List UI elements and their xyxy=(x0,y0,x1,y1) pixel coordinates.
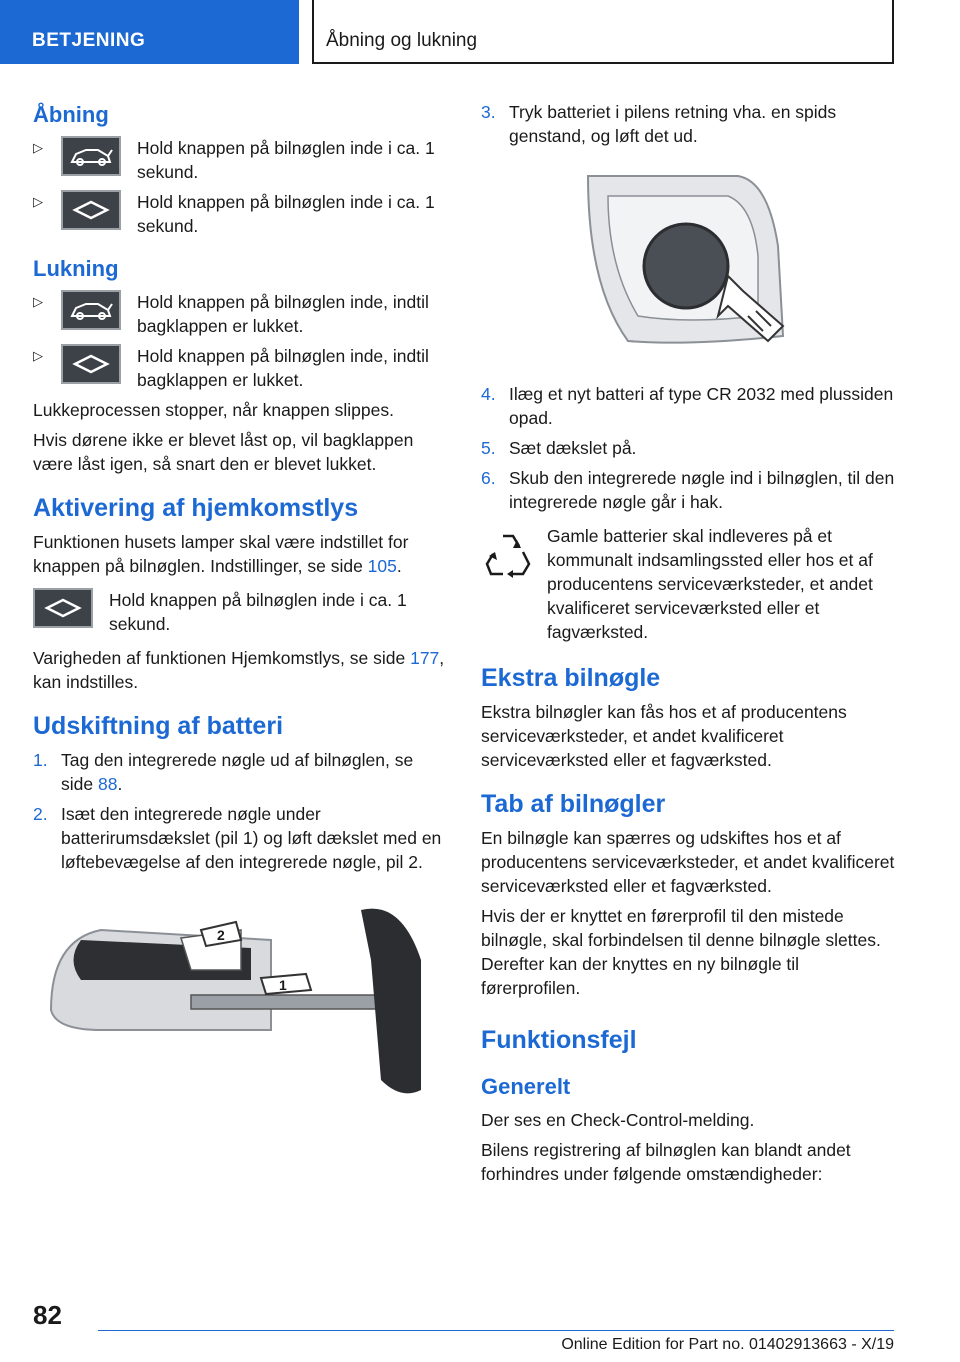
heading-lost-key: Tab af bilnøgler xyxy=(481,790,666,818)
page-link-177[interactable]: 177 xyxy=(410,648,440,668)
arrow-1-label: 1 xyxy=(278,977,287,993)
closing-item-2-text: Hold knappen på bilnøglen inde, indtil bagklappen er lukket. xyxy=(137,346,429,390)
bmw-diamond-icon xyxy=(33,588,93,628)
battery-step-3-text: Tryk batteriet i pilens retning vha. en spids genstand, og løft det ud. xyxy=(509,102,837,146)
battery-step-4 xyxy=(481,382,895,430)
arrow-2-label: 2 xyxy=(216,927,225,943)
triangle-bullet-icon: ▷ xyxy=(33,194,43,209)
triangle-bullet-icon: ▷ xyxy=(33,294,43,309)
battery-step-2-text: Isæt den integrerede nøgle under batterirumsdækslet (pil 1) og løft dækslet med en løftebevægelse af den integrerede nøgle, pil 2. xyxy=(61,804,442,872)
heading-opening: Åbning xyxy=(33,102,109,127)
lost-key-paragraph-2: Hvis der er knyttet en førerprofil til den mistede bilnøgle, skal forbindelsen til denne bilnøgle slettes. Derefter kan der knyttes en ny bilnøgle til førerprofilen. xyxy=(481,906,881,998)
footer-edition: Online Edition for Part no. 01402913663 - X/19 xyxy=(561,1336,894,1353)
closing-item-1 xyxy=(33,290,448,338)
car-tailgate-icon xyxy=(61,136,121,176)
bmw-diamond-icon xyxy=(61,190,121,230)
step-number: 5. xyxy=(481,438,496,458)
malfunction-paragraph-1: Der ses en Check-Control-melding. xyxy=(481,1110,755,1130)
step-number: 1. xyxy=(33,750,48,770)
page-link-88[interactable]: 88 xyxy=(97,774,118,794)
home-lights-paragraph-2: Varigheden af funktionen Hjemkomstlys, se side 177, kan indstilles. xyxy=(33,648,445,692)
recycling-note-text: Gamle batterier skal indleveres på et kommunalt indsamlingssted eller hos et af producentens serviceværksteder, et andet kvalificeret serviceværksted eller et fagværksted. xyxy=(547,526,873,642)
car-tailgate-icon xyxy=(61,290,121,330)
opening-item-2-text: Hold knappen på bilnøglen inde i ca. 1 sekund. xyxy=(137,192,435,236)
extra-key-paragraph: Ekstra bilnøgler kan fås hos et af producentens serviceværksteder, et andet kvalificeret serviceværksted eller et fagværksted. xyxy=(481,702,847,770)
battery-compartment-illustration xyxy=(568,166,808,356)
heading-extra-key: Ekstra bilnøgle xyxy=(481,664,661,692)
heading-home-lights: Aktivering af hjemkomstlys xyxy=(33,494,359,522)
page-link-105[interactable]: 105 xyxy=(367,556,397,576)
header-section-label: BETJENING xyxy=(32,30,146,51)
opening-item-2 xyxy=(33,190,448,238)
header-title-box xyxy=(312,0,894,64)
recycle-icon xyxy=(481,528,535,582)
battery-step-4-text: Ilæg et nyt batteri af type CR 2032 med plussiden opad. xyxy=(509,384,894,428)
battery-step-6-text: Skub den integrerede nøgle ind i bilnøglen, til den integrerede nøgle går i hak. xyxy=(509,468,895,512)
home-lights-item-text: Hold knappen på bilnøglen inde i ca. 1 sekund. xyxy=(109,590,407,634)
triangle-bullet-icon: ▷ xyxy=(33,140,43,155)
home-lights-item xyxy=(33,588,448,636)
closing-item-2 xyxy=(33,344,448,392)
heading-battery: Udskiftning af batteri xyxy=(33,712,284,740)
opening-item-1 xyxy=(33,136,448,184)
step-number: 3. xyxy=(481,102,496,122)
closing-paragraph-1: Lukkeprocessen stopper, når knappen slippes. xyxy=(33,400,394,420)
heading-malfunction: Funktionsfejl xyxy=(481,1026,637,1054)
left-column xyxy=(33,100,448,1110)
footer-divider xyxy=(98,1330,894,1331)
closing-paragraph-2: Hvis dørene ikke er blevet låst op, vil bagklappen være låst igen, så snart den er blevet lukket. xyxy=(33,430,414,474)
page-number: 82 xyxy=(33,1300,62,1330)
heading-closing: Lukning xyxy=(33,256,119,281)
bmw-diamond-icon xyxy=(61,344,121,384)
heading-general: Generelt xyxy=(481,1074,571,1099)
header-section-tab xyxy=(0,0,299,64)
home-lights-paragraph-1: Funktionen husets lamper skal være indstillet for knappen på bilnøglen. Indstillinger, se side 105. xyxy=(33,532,409,576)
triangle-bullet-icon: ▷ xyxy=(33,348,43,363)
step-number: 6. xyxy=(481,468,496,488)
battery-step-1 xyxy=(33,748,448,796)
step-number: 2. xyxy=(33,804,48,824)
header-title: Åbning og lukning xyxy=(326,30,478,51)
closing-item-1-text: Hold knappen på bilnøglen inde, indtil bagklappen er lukket. xyxy=(137,292,429,336)
battery-step-5 xyxy=(481,436,895,460)
battery-step-1-text: Tag den integrerede nøgle ud af bilnøglen, se side 88. xyxy=(61,750,414,794)
battery-step-6 xyxy=(481,466,895,514)
lost-key-paragraph-1: En bilnøgle kan spærres og udskiftes hos et af producentens serviceværksteder, et andet kvalificeret serviceværksted eller et fagværksted. xyxy=(481,828,895,896)
malfunction-paragraph-2: Bilens registrering af bilnøglen kan blandt andet forhindres under følgende omstændigheder: xyxy=(481,1140,851,1184)
recycling-note xyxy=(481,524,895,644)
key-integrated-key-illustration xyxy=(41,900,441,1110)
battery-step-3 xyxy=(481,100,895,148)
battery-step-5-text: Sæt dækslet på. xyxy=(509,438,637,458)
step-number: 4. xyxy=(481,384,496,404)
right-column xyxy=(481,100,895,1192)
opening-item-1-text: Hold knappen på bilnøglen inde i ca. 1 sekund. xyxy=(137,138,435,182)
battery-step-2 xyxy=(33,802,448,874)
